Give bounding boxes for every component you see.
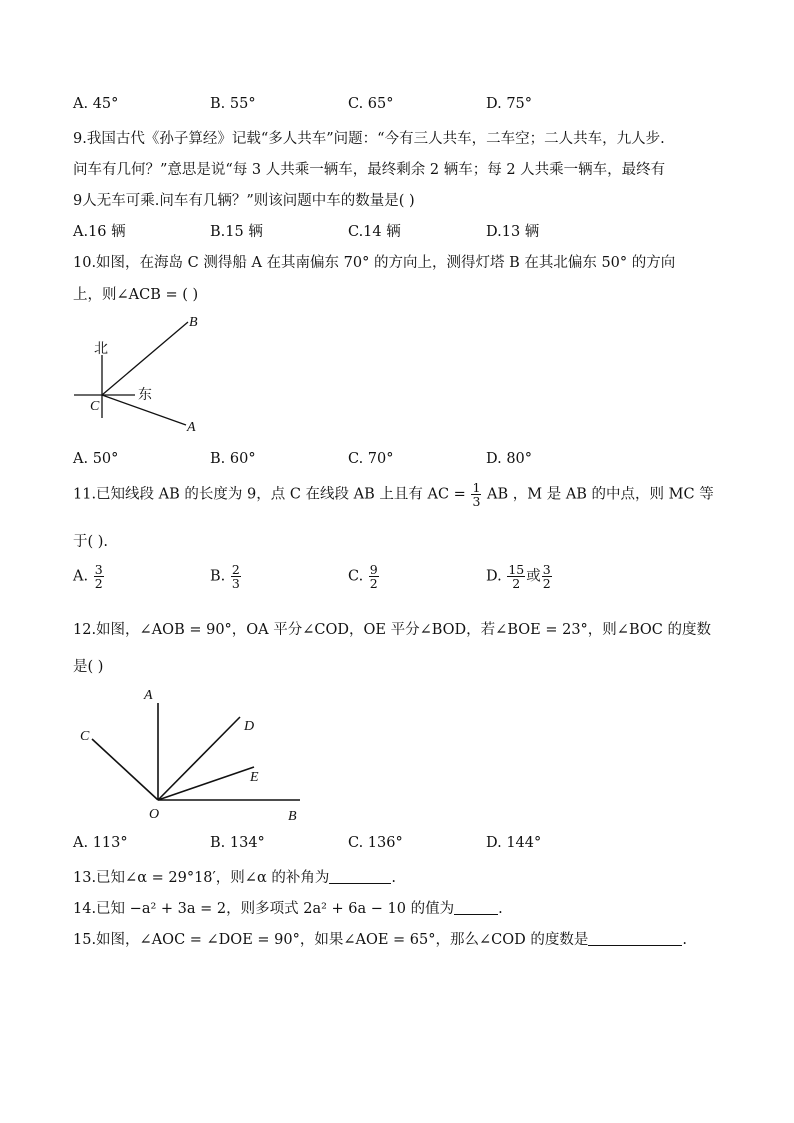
q10-ray-cb (102, 322, 188, 395)
q11-text-b: AB ，M 是 AB 的中点，则 MC 等 (487, 486, 714, 503)
q11-option-a-label: A. (73, 568, 89, 585)
q10-option-b: B. 60° (210, 451, 256, 467)
q12-option-c: C. 136° (348, 835, 403, 851)
q8-option-c: C. 65° (348, 96, 394, 112)
q14-text: 14.已知 −a² + 3a = 2，则多项式 2a² + 6a − 10 的值为 (73, 901, 455, 917)
q11-frac-num: 1 (472, 480, 481, 495)
q10-label-north: 北 (94, 342, 108, 357)
q14-end: . (498, 901, 503, 917)
q12-option-b: B. 134° (210, 835, 265, 851)
q10-line-1: 10.如图，在海岛 C 测得船 A 在其南偏东 70° 的方向上，测得灯塔 B 在其北偏东 50° 的方向 (73, 255, 676, 271)
q8-option-a: A. 45° (73, 96, 119, 112)
q12-ray-od (158, 717, 240, 800)
q12-label-b: B (288, 809, 297, 824)
q9-line-3: 9人无车可乘.问车有几辆？”则该问题中车的数量是( ) (73, 193, 415, 209)
q11-option-c-den: 2 (369, 576, 378, 591)
q11-text-a: 11.已知线段 AB 的长度为 9，点 C 在线段 AB 上且有 AC = (73, 486, 466, 503)
question-13 (73, 866, 396, 887)
q12-angle-figure (72, 683, 317, 828)
question-15 (73, 928, 687, 949)
q11-frac-den: 3 (472, 494, 481, 509)
q12-option-d: D. 144° (486, 835, 542, 851)
q11-option-c-label: C. (348, 568, 364, 585)
q15-end: . (682, 932, 687, 948)
q13-end: . (391, 870, 396, 886)
q11-option-b (210, 563, 242, 590)
q12-option-a: A. 113° (73, 835, 128, 851)
q10-line-2: 上，则∠ACB = ( ) (73, 287, 199, 303)
q11-option-b-num: 2 (231, 562, 240, 577)
q10-option-c: C. 70° (348, 451, 394, 467)
q12-line-1: 12.如图，∠AOB = 90°，OA 平分∠COD，OE 平分∠BOD，若∠BOE = 23°，则∠BOC 的度数 (73, 622, 711, 638)
q10-compass-figure (70, 310, 210, 435)
q12-ray-oc (92, 739, 158, 800)
q10-label-a: A (187, 420, 196, 435)
q11-option-a-num: 3 (94, 562, 103, 577)
q12-label-o: O (149, 807, 160, 822)
q11-option-d (486, 563, 553, 590)
q11-option-d-den: 2 (512, 576, 521, 591)
q10-label-c: C (90, 399, 100, 414)
q12-line-2: 是( ) (73, 659, 104, 675)
q11-option-d-num: 15 (508, 562, 525, 577)
q11-line-1 (73, 481, 714, 508)
q9-option-c: C.14 辆 (348, 224, 401, 240)
q9-line-1: 9.我国古代《孙子算经》记载“多人共车”问题：“今有三人共车，二车空；二人共车，九人步. (73, 131, 665, 147)
q11-option-a (73, 563, 105, 590)
q12-label-c: C (80, 729, 90, 744)
q11-line-2: 于( ). (73, 534, 109, 550)
q11-option-c (348, 563, 380, 590)
q11-fraction (471, 481, 481, 508)
q12-label-e: E (250, 770, 259, 785)
q15-text: 15.如图，∠AOC = ∠DOE = 90°，如果∠AOE = 65°，那么∠COD 的度数是 (73, 932, 589, 948)
q11-option-d-num2: 3 (542, 562, 551, 577)
question-14 (73, 897, 503, 918)
q15-answer-blank (588, 931, 682, 946)
q9-option-a: A.16 辆 (73, 224, 126, 240)
q10-option-a: A. 50° (73, 451, 119, 467)
q11-option-b-label: B. (210, 568, 226, 585)
q10-label-b: B (189, 315, 198, 330)
q11-option-c-num: 9 (369, 562, 378, 577)
q8-option-d: D. 75° (486, 96, 533, 112)
q11-option-d-or: 或 (526, 568, 541, 585)
q11-option-d-den2: 2 (542, 576, 551, 591)
q13-answer-blank (329, 869, 391, 884)
q10-label-east: 东 (138, 388, 152, 403)
q13-text: 13.已知∠α = 29°18′，则∠α 的补角为 (73, 870, 330, 886)
q9-option-d: D.13 辆 (486, 224, 540, 240)
q11-option-a-den: 2 (94, 576, 103, 591)
q9-line-2: 问车有几何？”意思是说“每 3 人共乘一辆车，最终剩余 2 辆车；每 2 人共乘一辆车，最终有 (73, 162, 666, 178)
q8-option-b: B. 55° (210, 96, 256, 112)
q12-label-d: D (244, 719, 255, 734)
q12-ray-oe (158, 767, 254, 800)
q14-answer-blank (454, 900, 498, 915)
q12-label-a: A (144, 688, 153, 703)
q11-option-b-den: 3 (231, 576, 240, 591)
q10-option-d: D. 80° (486, 451, 533, 467)
q11-option-d-label: D. (486, 568, 502, 585)
q9-option-b: B.15 辆 (210, 224, 263, 240)
